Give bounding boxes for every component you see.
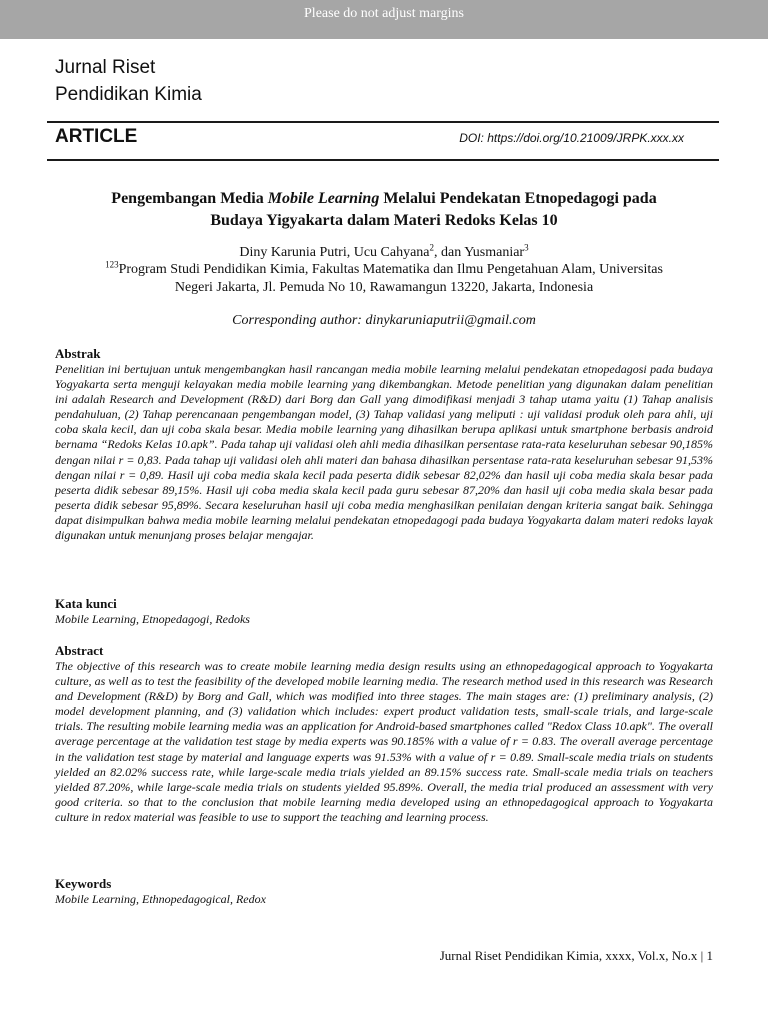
page-footer: Jurnal Riset Pendidikan Kimia, xxxx, Vol.x, No.x | 1 [439, 948, 713, 963]
keywords-heading: Keywords [55, 876, 112, 891]
paper-title-line2: Budaya Yigyakarta dalam Materi Redoks Kelas 10 [210, 212, 558, 229]
header-bottom-rule [47, 159, 719, 161]
corresponding-author: Corresponding author: dinykaruniaputrii@gmail.com [232, 313, 536, 328]
keywords-body: Mobile Learning, Ethnopedagogical, Redox [55, 892, 266, 906]
abstrak-body: Penelitian ini bertujuan untuk mengembangkan hasil rancangan media mobile learning melalui pendekatan etnopedagosi pada budaya Yogyakarta serta menguji kelayakan media mobile learning yang dikembangkan. Metode penelitian yang digunakan dalam penelitian ini adalah Research and Development (R&D) dari Borg dan Gall yang dimodifikasi menjadi 3 tahap utama yaitu (1) Tahap analisis pendahuluan, (2) Tahap perencanaan pengembangan model, (3) Tahap validasi yang meliputi : uji validasi produk oleh para ahli, uji coba skala kecil, dan uji coba skala besar. Media mobile learning yang dihasilkan berupa aplikasi untuk smartphone berbasis android bernama “Redoks Kelas 10.apk”. Pada tahap uji validasi oleh ahli media dihasilkan persentase rata-rata keseluruhan sebesar 90,185% dengan nilai r = 0,83. Pada tahap uji validasi oleh ahli materi dan bahasa dihasilkan persentase rata-rata keseluruhan sebesar 91,53% dengan nilai r = 0,89. Hasil uji coba media skala kecil pada peserta didik sebesar 82,02% dan hasil uji coba media skala besar pada peserta didik sebesar 89,15%. Hasil uji coba media skala kecil pada guru sebesar 87,20% dan hasil uji coba media skala besar pada peserta didik sebesar 95,89%. Secara keseluruhan hasil uji coba media menghasilkan penilaian dengan kriteria sangat baik. Sehingga dapat disimpulkan bahwa media mobile learning melalui pendekatan etnopedagogi pada budaya Yogyakarta dalam materi redoks layak digunakan untuk menunjang proses belajar mengajar. [55, 362, 713, 543]
abstract-body: The objective of this research was to create mobile learning media design results using an ethnopedagogical approach to Yogyakarta culture, as well as to test the feasibility of the developed mobile learning media. The research method used in this research was Research and Development (R&D) by Borg and Gall, which was modified into three stages. The main stages are: (1) preliminary analysis, (2) model development planning, and (3) validation which includes: expert product validation tests, small-scale trials, and large-scale trials. The resulting mobile learning media was an application for Android-based smartphones called "Redox Class 10.apk". The overall average percentage at the validation test stage by media experts was 90.185% with a value of r = 0.83. The overall average percentage in the validation test stage by material and language experts was 91.53% with a value of r = 0.89. Small-scale media trials on students yielded an 82.02% success rate, while large-scale media trials yielded an 89.15% success rate. Small-scale media trials on teachers yielded 87.20%, while large-scale media trials on students yielded 95.89%. Overall, the media trial produced an assessment with very good criteria. so that to the conclusion that mobile learning media developed using an ethnopedagogical approach to Yogyakarta culture in redox material was feasible to use to support the teaching and learning process. [55, 659, 713, 824]
kata-kunci-body: Mobile Learning, Etnopedagogi, Redoks [55, 612, 250, 626]
kata-kunci-heading: Kata kunci [55, 596, 117, 611]
doi-text: DOI: https://doi.org/10.21009/JRPK.xxx.xx [459, 131, 684, 145]
title-italic-term: Mobile Learning [267, 190, 380, 207]
article-label: ARTICLE [55, 126, 138, 147]
abstract-heading: Abstract [55, 643, 104, 658]
margin-notice-banner [0, 0, 768, 39]
header-top-rule [47, 121, 719, 123]
journal-name-line1: Jurnal Riset [55, 57, 156, 78]
paper-title [60, 188, 708, 232]
journal-name [55, 54, 202, 108]
journal-name-line2: Pendidikan Kimia [55, 84, 202, 105]
margin-notice-text: Please do not adjust margins [304, 6, 464, 21]
affiliation: $^{123}$Program Studi Pendidikan Kimia, Fakultas Matematika dan Ilmu Pengetahuan Alam, Universitas Negeri Jakarta, Jl. Pemuda No 10, Rawamangun 13220, Jakarta, Indonesia [105, 259, 663, 295]
abstrak-heading: Abstrak [55, 346, 101, 361]
paper-title-line1: Pengembangan Media Mobile Learning Melalui Pendekatan Etnopedagogi pada [111, 190, 657, 207]
author-list: Diny Karunia Putri, Ucu Cahyana$^2$, dan Yusmaniar$^3$ [239, 242, 529, 260]
